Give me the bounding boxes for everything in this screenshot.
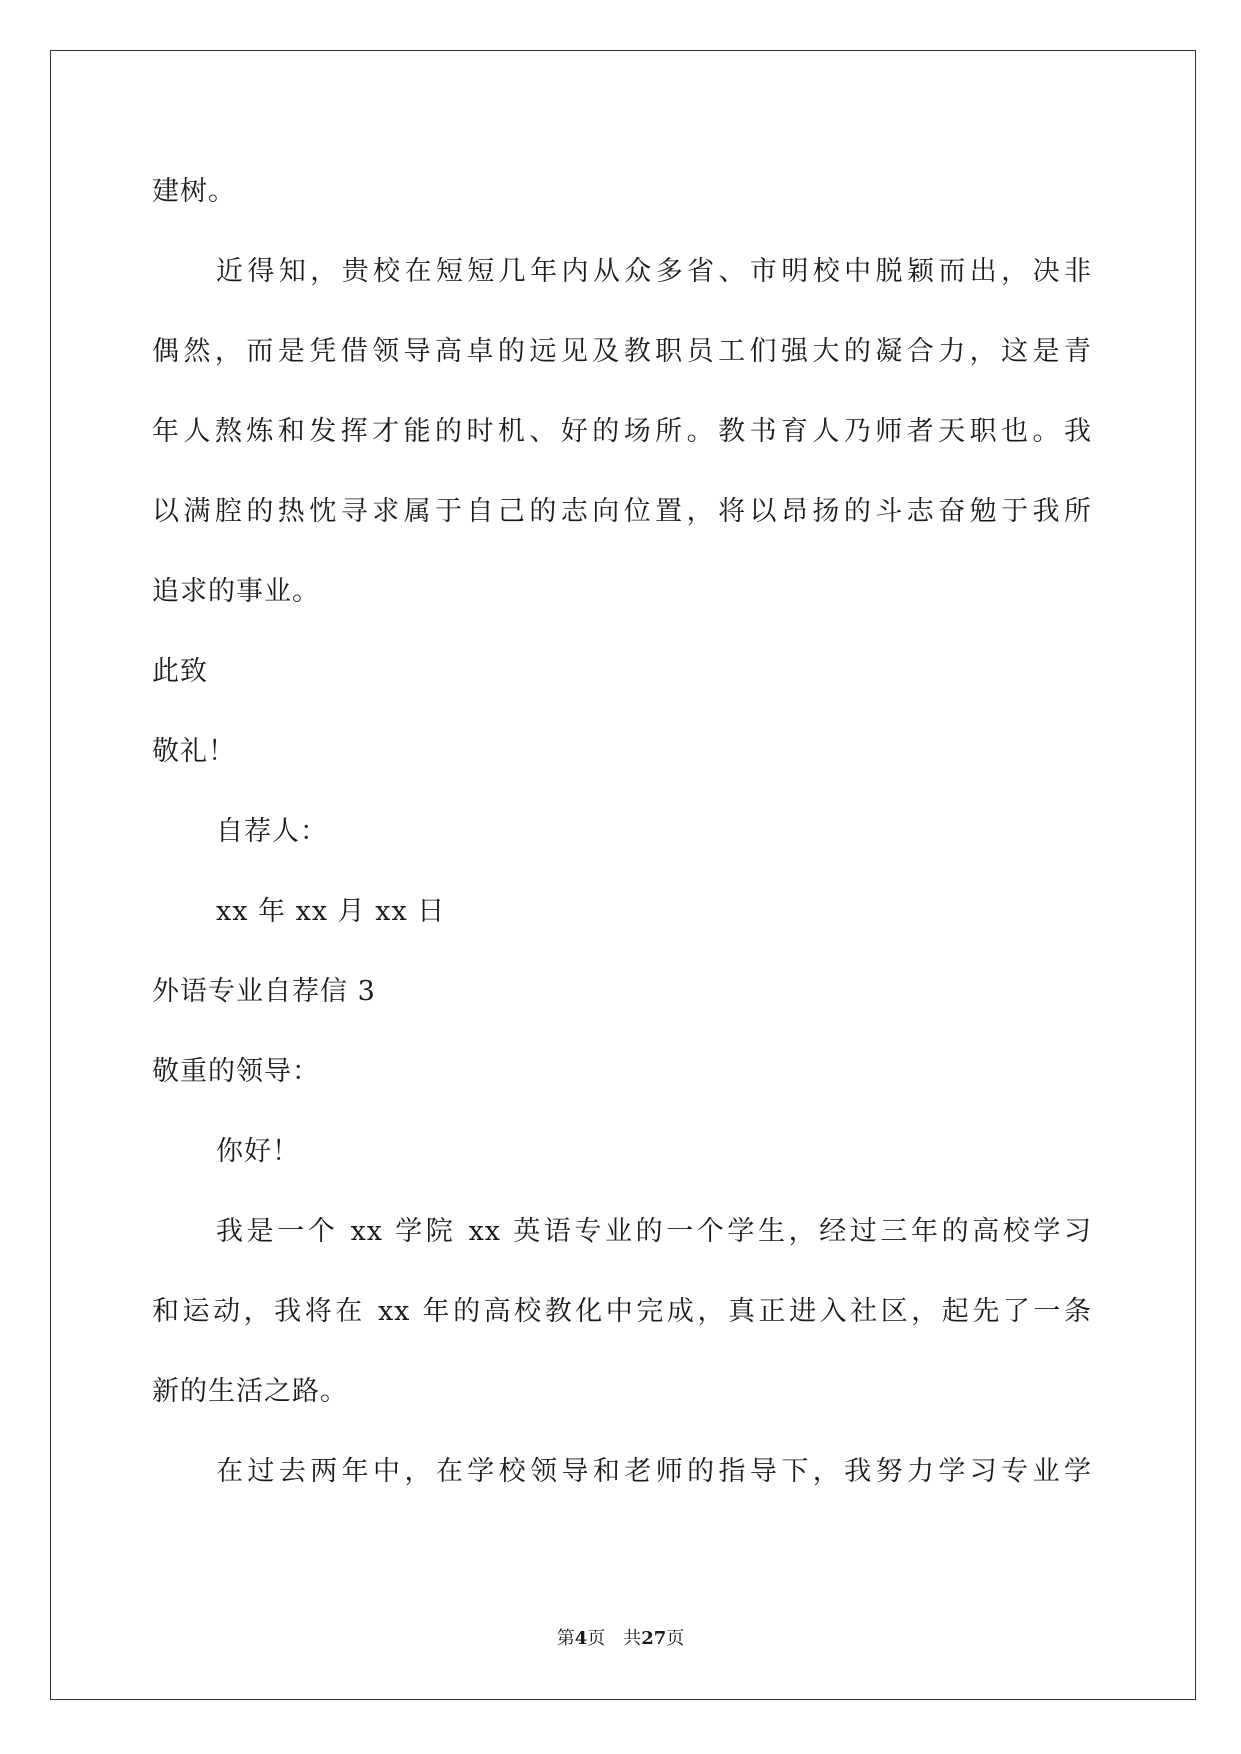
- body-line: 以满腔的热忱寻求属于自己的志向位置，将以昂扬的斗志奋勉于我所: [152, 496, 1092, 527]
- page-number: 4: [574, 1628, 588, 1649]
- salutation-line: 敬礼！: [152, 736, 236, 767]
- greeting-line: 敬重的领导：: [152, 1056, 320, 1087]
- body-line: 建树。: [152, 176, 236, 207]
- signature-line: 自荐人：: [216, 816, 328, 847]
- body-line: 和运动，我将在 xx 年的高校教化中完成，真正进入社区，起先了一条: [152, 1296, 1092, 1327]
- body-line: 近得知，贵校在短短几年内从众多省、市明校中脱颖而出，决非: [216, 256, 1092, 287]
- date-line: xx 年 xx 月 xx 日: [216, 896, 446, 927]
- body-line: 年人熬炼和发挥才能的时机、好的场所。教书育人乃师者天职也。我: [152, 416, 1092, 447]
- footer-suffix: 页: [666, 1628, 685, 1649]
- total-pages: 27: [641, 1628, 667, 1649]
- page-footer: [0, 1627, 1241, 1651]
- closing-line: 此致: [152, 656, 208, 687]
- section-heading: 外语专业自荐信 3: [152, 976, 376, 1007]
- page-border: [50, 50, 1196, 1700]
- greeting-line: 你好！: [216, 1136, 300, 1167]
- body-line: 在过去两年中，在学校领导和老师的指导下，我努力学习专业学: [216, 1456, 1092, 1487]
- footer-prefix: 第: [556, 1628, 575, 1649]
- footer-mid: 页 共: [587, 1628, 642, 1649]
- body-line: 我是一个 xx 学院 xx 英语专业的一个学生，经过三年的高校学习: [216, 1216, 1092, 1247]
- body-line: 偶然，而是凭借领导高卓的远见及教职员工们强大的凝合力，这是青: [152, 336, 1092, 367]
- body-line: 新的生活之路。: [152, 1376, 348, 1407]
- body-line: 追求的事业。: [152, 576, 320, 607]
